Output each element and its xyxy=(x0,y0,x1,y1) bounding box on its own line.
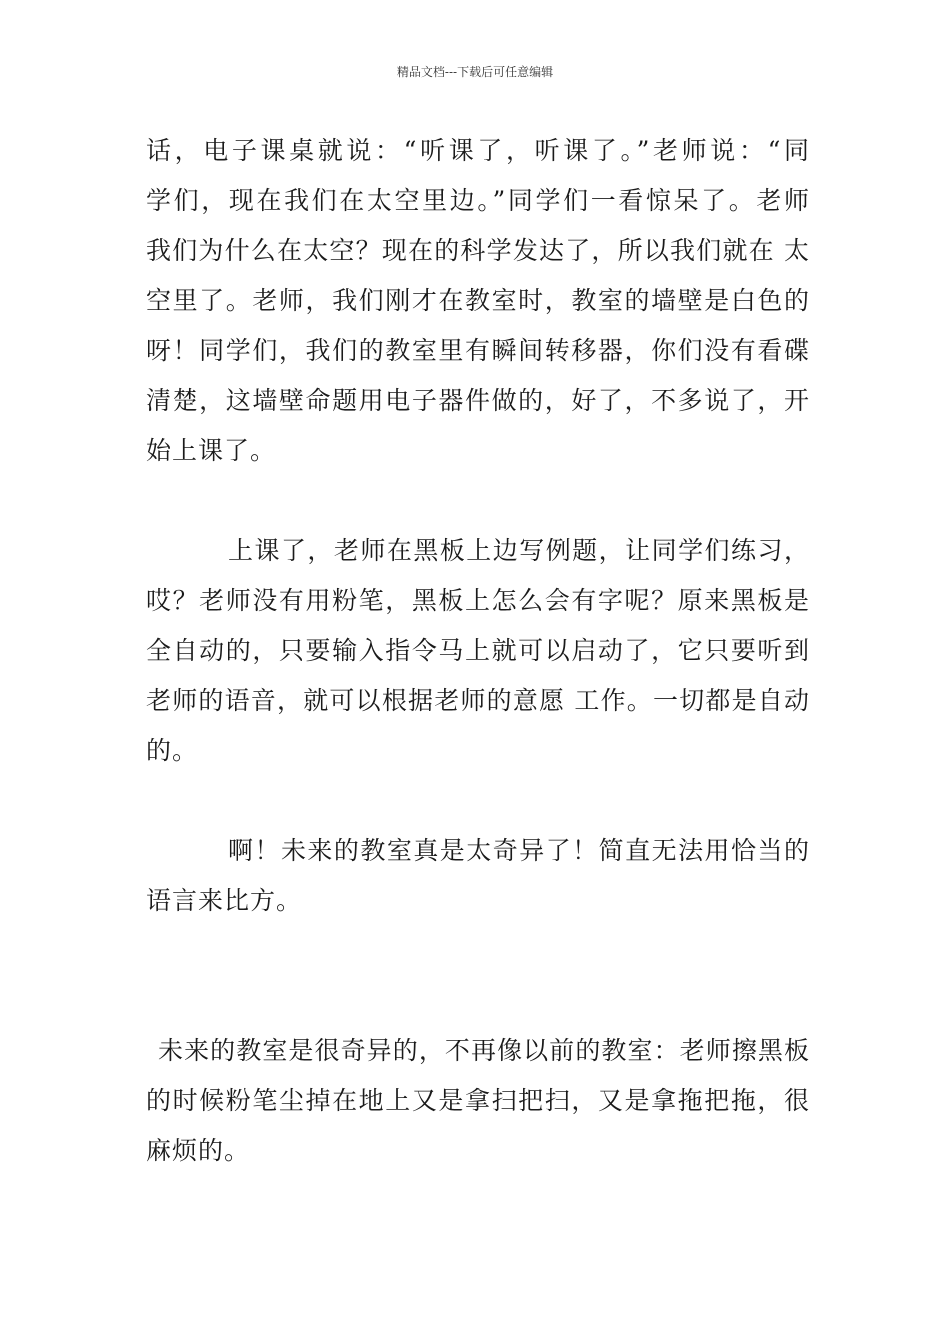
text-line: 话，电子课桌就说：“听课了，听课了。”老师说：“同 xyxy=(146,136,810,165)
text-line: 全自动的，只要输入指令马上就可以启动了，它只要听到 xyxy=(146,636,810,665)
text-line: 语言来比方。 xyxy=(146,886,303,915)
text-line: 上课了，老师在黑板上边写例题，让同学们练习， xyxy=(228,536,810,565)
text-line: 呀！同学们，我们的教室里有瞬间转移器，你们没有看碟 xyxy=(146,336,810,365)
text-line: 始上课了。 xyxy=(146,436,277,465)
paragraph-3 xyxy=(146,826,810,926)
text-line: 老师的语音，就可以根据老师的意愿 工作。一切都是自动 xyxy=(146,686,810,715)
page-header: 精品文档---下载后可任意编辑 xyxy=(396,65,554,79)
text-line: 的。 xyxy=(146,736,199,765)
text-line: 未来的教室是很奇异的，不再像以前的教室：老师擦黑板 xyxy=(158,1036,810,1065)
paragraph-4 xyxy=(146,1026,810,1176)
text-line: 清楚，这墙壁命题用电子器件做的，好了，不多说了，开 xyxy=(146,386,810,415)
text-line: 哎？老师没有用粉笔，黑板上怎么会有字呢？原来黑板是 xyxy=(146,586,810,615)
text-line: 空里了。老师，我们刚才在教室时，教室的墙壁是白色的 xyxy=(146,286,810,315)
text-line: 我们为什么在太空？现在的科学发达了，所以我们就在 太 xyxy=(146,236,810,265)
text-line: 的时候粉笔尘掉在地上又是拿扫把扫，又是拿拖把拖，很 xyxy=(146,1086,810,1115)
paragraph-2 xyxy=(146,526,810,776)
text-line: 啊！未来的教室真是太奇异了！简直无法用恰当的 xyxy=(228,836,810,865)
text-line: 学们，现在我们在太空里边。”同学们一看惊呆了。老师 xyxy=(146,186,810,215)
paragraph-1 xyxy=(146,126,810,476)
text-line: 麻烦的。 xyxy=(146,1136,251,1165)
